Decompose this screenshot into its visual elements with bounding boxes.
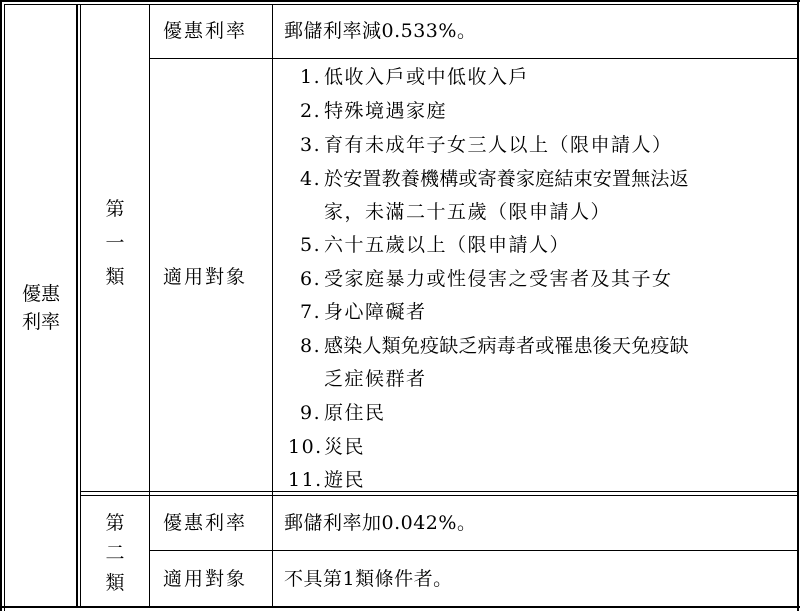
category-label-char: 第 xyxy=(105,198,125,220)
category2-label xyxy=(103,508,127,598)
list-item-text: 身心障礙者 xyxy=(324,301,427,323)
list-item-text: 遊民 xyxy=(324,469,366,491)
list-item-text: 六十五歲以上（限申請人） xyxy=(324,234,571,256)
category-label-char: 二 xyxy=(105,542,125,564)
list-item-text: 育有未成年子女三人以上（限申請人） xyxy=(324,134,673,156)
row-line-between-categories-b xyxy=(81,495,798,496)
row-header-line: 優惠 xyxy=(21,283,60,305)
category2-eligible-value: 不具第1類條件者。 xyxy=(284,568,453,590)
table-border-top-inner xyxy=(4,4,797,5)
list-item-text-cont: 乏症候群者 xyxy=(324,368,427,390)
category-label-char: 一 xyxy=(105,232,125,254)
table-border-bottom xyxy=(0,606,800,608)
table-border-right xyxy=(797,0,799,611)
list-item-number: 6. xyxy=(300,268,322,290)
list-item-number: 10. xyxy=(288,436,323,458)
list-item-number: 9. xyxy=(300,402,322,424)
category2-eligible-label: 適用對象 xyxy=(163,568,248,590)
list-item-number: 2. xyxy=(300,100,322,122)
category1-eligible-label: 適用對象 xyxy=(163,266,248,288)
list-item-text: 原住民 xyxy=(324,402,386,424)
row-line-c1-rate xyxy=(150,58,798,59)
col-line-2 xyxy=(149,4,150,608)
row-line-c2-rate xyxy=(150,550,798,551)
category2-rate-value: 郵儲利率加0.042%。 xyxy=(284,512,477,534)
list-item-number: 3. xyxy=(300,134,322,156)
table-border-left-inner xyxy=(4,4,5,611)
list-item-text-cont: 家，未滿二十五歲（限申請人） xyxy=(324,201,612,223)
list-item-text: 低收入戶或中低收入戶 xyxy=(324,66,530,88)
list-item-text: 特殊境遇家庭 xyxy=(324,100,448,122)
category-label-char: 類 xyxy=(105,572,125,594)
row-line-between-categories xyxy=(81,491,798,492)
list-item-number: 5. xyxy=(300,234,322,256)
list-item-number: 4. xyxy=(300,168,322,190)
category2-rate-label: 優惠利率 xyxy=(163,512,248,534)
table-border-left xyxy=(0,0,2,611)
category1-rate-value: 郵儲利率減0.533%。 xyxy=(284,20,477,42)
list-item-text: 於安置教養機構或寄養家庭結束安置無法返 xyxy=(324,168,689,190)
list-item-number: 7. xyxy=(300,301,322,323)
category1-rate-label: 優惠利率 xyxy=(163,20,248,42)
list-item-number: 8. xyxy=(300,335,322,357)
list-item-number: 1. xyxy=(300,66,322,88)
col-line-1b xyxy=(80,4,81,608)
list-item-text: 災民 xyxy=(324,436,366,458)
list-item-text: 感染人類免疫缺乏病毒者或罹患後天免疫缺 xyxy=(324,335,689,357)
category-label-char: 第 xyxy=(105,512,125,534)
list-item-number: 11. xyxy=(288,469,323,491)
table-border-top xyxy=(0,0,800,2)
row-header xyxy=(10,280,72,336)
row-header-line: 利率 xyxy=(21,311,60,333)
category-label-char: 類 xyxy=(105,266,125,288)
col-line-3 xyxy=(272,4,273,608)
category1-label xyxy=(103,192,127,294)
col-line-1 xyxy=(76,4,78,608)
list-item-text: 受家庭暴力或性侵害之受害者及其子女 xyxy=(324,268,673,290)
